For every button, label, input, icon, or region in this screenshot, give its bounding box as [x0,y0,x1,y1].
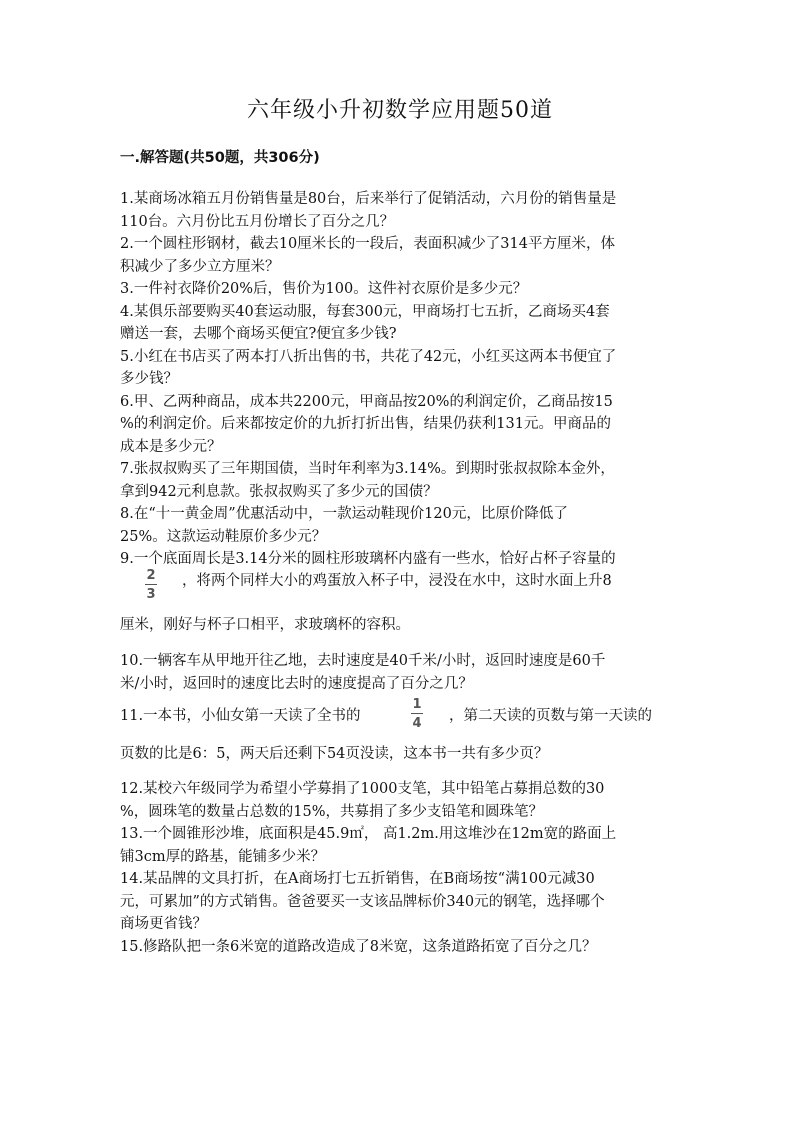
question-14-line-1: 14.某品牌的文具打折，在A商场打七五折销售，在B商场按“满100元减30 [120,871,595,887]
question-9-line-1: 9.一个底面周长是3.14分米的圆柱形玻璃杯内盛有一些水，恰好占杯子容量的 [120,551,616,567]
question-14-line-2: 元，可累加”的方式销售。爸爸要买一支该品牌标价340元的钢笔，选择哪个 [120,893,605,910]
question-12-line-2: %，圆珠笔的数量占总数的15%，共募捐了多少支铅笔和圆珠笔？ [120,803,544,820]
question-14-line-3: 商场更省钱？ [120,916,207,932]
question-9-fraction [139,568,163,602]
fraction-denominator: 3 [146,587,156,602]
question-11-line-2: 页数的比是6：5，两天后还剩下54页没读，这本书一共有多少页？ [120,746,549,762]
fraction-numerator: 2 [146,568,156,583]
question-6-line-1: 6.甲、乙两种商品，成本共2200元，甲商品按20%的利润定价，乙商品按15 [120,393,613,410]
question-1-line-2: 110台。六月份比五月份增长了百分之几？ [120,213,395,230]
question-9-line-2: ，将两个同样大小的鸡蛋放入杯子中，浸没在水中，这时水面上升8 [182,573,612,589]
page-title: 六年级小升初数学应用题50道 [247,98,553,123]
question-2-line-2: 积减少了多少立方厘米？ [120,258,280,275]
question-2-line-1: 2.一个圆柱形钢材，截去10厘米长的一段后，表面积减少了314平方厘米，体 [120,236,615,252]
section-heading: 一.解答题(共50题，共306分) [120,150,320,166]
question-10-line-2: 米/小时，返回时的速度比去时的速度提高了百分之几？ [120,675,473,692]
question-11-fraction [405,697,429,731]
question-6-line-2: %的利润定价。后来都按定价的九折打折出售，结果仍获利131元。甲商品的 [120,416,611,432]
question-9-line-3: 厘米，刚好与杯子口相平，求玻璃杯的容积。 [120,617,410,633]
question-7-line-2: 拿到942元利息款。张叔叔购买了多少元的国债？ [120,483,438,500]
question-5-line-1: 5.小红在书店买了两本打八折出售的书，共花了42元，小红买这两本书便宜了 [120,348,617,365]
question-1-line-1: 1.某商场冰箱五月份销售量是80台，后来举行了促销活动，六月份的销售量是 [120,191,617,207]
question-11-line-1a: 11.一本书，小仙女第一天读了全书的 [120,708,361,724]
question-15-line-1: 15.修路队把一条6米宽的道路改造成了8米宽，这条道路拓宽了百分之几？ [120,938,597,955]
fraction-denominator: 4 [412,716,422,731]
question-4-line-1: 4.某俱乐部要购买40套运动服，每套300元，甲商场打七五折，乙商场买4套 [120,303,610,320]
question-13-line-2: 铺3cm厚的路基，能铺多少米？ [120,848,326,865]
fraction-numerator: 1 [412,697,422,712]
question-12-line-1: 12.某校六年级同学为希望小学募捐了1000支笔，其中铅笔占募捐总数的30 [120,781,605,797]
question-13-line-1: 13.一个圆锥形沙堆，底面积是45.9㎡， 高1.2m.用这堆沙在12m宽的路面上 [120,826,617,842]
question-8-line-1: 8.在“十一黄金周”优惠活动中，一款运动鞋现价120元，比原价降低了 [120,506,568,522]
question-8-line-2: 25%。这款运动鞋原价多少元？ [120,528,327,545]
fraction-bar [411,713,423,714]
question-5-line-2: 多少钱？ [120,371,178,387]
question-7-line-1: 7.张叔叔购买了三年期国债，当时年利率为3.14%。到期时张叔叔除本金外， [120,461,615,477]
question-4-line-2: 赠送一套，去哪个商场买便宜?便宜多少钱? [120,326,397,342]
question-11-line-1b: ，第二天读的页数与第一天读的 [449,708,652,724]
question-10-line-1: 10.一辆客车从甲地开往乙地，去时速度是40千米/小时，返回时速度是60千 [120,653,606,669]
question-6-line-3: 成本是多少元？ [120,438,222,455]
question-3-line-1: 3.一件衬衣降价20%后，售价为100。这件衬衣原价是多少元？ [120,281,528,297]
fraction-bar [145,584,157,585]
